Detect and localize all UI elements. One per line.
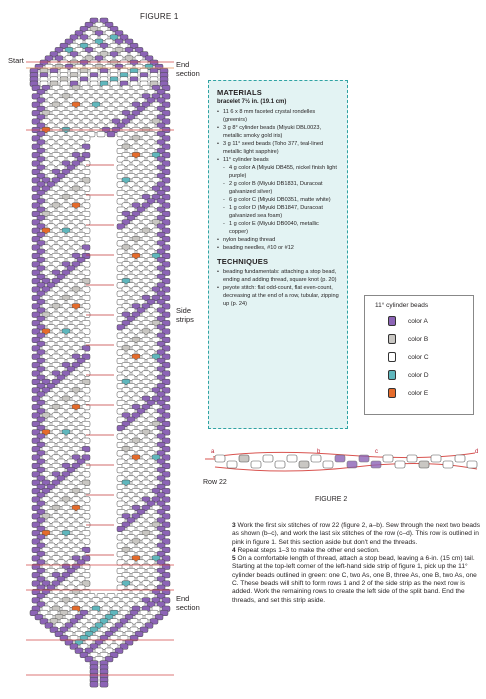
legend-title: 11° cylinder beads bbox=[375, 302, 429, 309]
legend-label: color C bbox=[408, 353, 429, 361]
material-item: - 1 g color D (Miyuki DB1847, Duracoat galvanized sea foam) bbox=[217, 204, 339, 220]
figure-2-point-label: d bbox=[475, 449, 479, 455]
legend-swatch bbox=[388, 352, 396, 362]
materials-heading: MATERIALS bbox=[217, 88, 262, 97]
material-item: - 4 g color A (Miyuki DB455, nickel finish light purple) bbox=[217, 164, 339, 180]
legend-label: color B bbox=[408, 335, 429, 343]
legend-item bbox=[388, 316, 463, 326]
legend-swatch bbox=[388, 334, 396, 344]
legend-label: color A bbox=[408, 317, 428, 325]
bead-color-legend bbox=[364, 295, 474, 415]
technique-item: • beading fundamentals: attaching a stop bead, ending and adding thread, square knot (p. 20) bbox=[217, 268, 339, 284]
techniques-heading: TECHNIQUES bbox=[217, 257, 269, 266]
material-item: • beading needles, #10 or #12 bbox=[217, 244, 339, 252]
material-item: • 11° cylinder beads bbox=[217, 156, 339, 164]
material-item: - 2 g color B (Miyuki DB1831, Duracoat galvanized silver) bbox=[217, 180, 339, 196]
material-item: • 3 g 11° seed beads (Toho 377, teal-lined metallic light sapphire) bbox=[217, 140, 339, 156]
techniques-list bbox=[217, 268, 339, 308]
instruction-step: 5 On a comfortable length of thread, attach a stop bead, leaving a 6-in. (15 cm) tail. Starting at the top-left corner of the left-hand side strip of figure 1, pick up the 11° cylinder beads outlined in green: one C, two As, one B, three As, one B, two As, one C. These beads will shift to form rows 1 and 2 of the side strip as the next row is added. Work the remaining rows to create the left side of the split band. End the threads, and set this strip aside. bbox=[232, 555, 477, 604]
start-label: Start bbox=[8, 56, 24, 65]
material-item: • nylon beading thread bbox=[217, 236, 339, 244]
figure-2-title: FIGURE 2 bbox=[315, 496, 348, 503]
instruction-step: 3 Work the first six stitches of row 22 (figure 2, a–b). Sew through the next two beads as shown (b–c), and work the last six stitches of the row (c–d). This row is outlined in pink in figure 1. Set this section aside but don't end the threads. bbox=[232, 522, 481, 546]
figure-2-point-label: c bbox=[375, 449, 378, 455]
figure-2-diagram bbox=[205, 445, 485, 495]
side-strips-label: Side strips bbox=[176, 306, 194, 324]
legend-label: color E bbox=[408, 389, 429, 397]
instruction-step: 4 Repeat steps 1–3 to make the other end section. bbox=[232, 546, 380, 554]
instructions-text bbox=[232, 522, 480, 605]
row-22-label: Row 22 bbox=[203, 479, 227, 486]
figure-1-bead-pattern bbox=[0, 0, 200, 699]
legend-item bbox=[388, 334, 463, 344]
materials-subheading: bracelet 7½ in. (19.1 cm) bbox=[217, 99, 287, 105]
material-item: - 6 g color C (Miyuki DB0351, matte white) bbox=[217, 196, 339, 204]
figure-1-title: FIGURE 1 bbox=[140, 12, 179, 21]
technique-item: • peyote stitch: flat odd-count, flat even-count, decreasing at the end of a row, tubular, zipping up (p. 24) bbox=[217, 284, 339, 308]
material-item: • 3 g 8° cylinder beads (Miyuki DBL0023, metallic smoky gold iris) bbox=[217, 124, 339, 140]
end-section-top-label: End section bbox=[176, 60, 200, 78]
legend-item bbox=[388, 388, 463, 398]
legend-label: color D bbox=[408, 371, 429, 379]
legend-item bbox=[388, 370, 463, 380]
legend-item bbox=[388, 352, 463, 362]
materials-list bbox=[217, 108, 339, 252]
figure-2-point-label: a bbox=[211, 449, 215, 455]
material-item: - 1 g color E (Miyuki DB0040, metallic copper) bbox=[217, 220, 339, 236]
legend-swatch bbox=[388, 388, 396, 398]
materials-box bbox=[208, 80, 348, 429]
legend-swatch bbox=[388, 370, 396, 380]
material-item: • 11 6 x 8 mm faceted crystal rondelles (greenirs) bbox=[217, 108, 339, 124]
figure-2-point-label: b bbox=[317, 449, 321, 455]
end-section-bottom-label: End section bbox=[176, 594, 200, 612]
legend-swatch bbox=[388, 316, 396, 326]
